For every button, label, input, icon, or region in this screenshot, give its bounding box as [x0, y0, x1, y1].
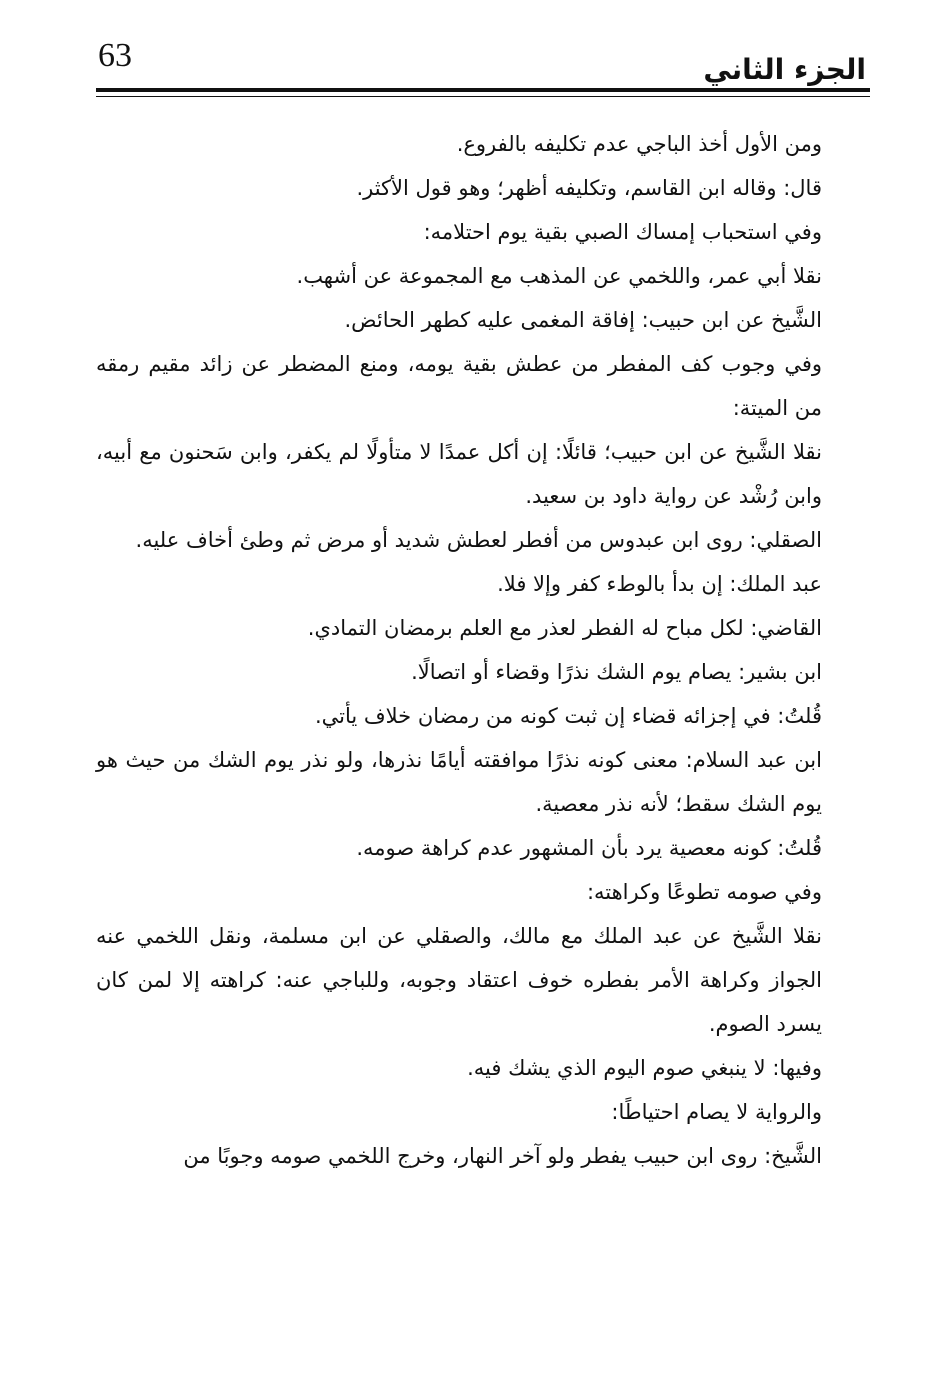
paragraph: نقلا الشَّيخ عن عبد الملك مع مالك، والصقلي عن ابن مسلمة، ونقل اللخمي عنه الجواز وكراهة الأمر بفطره خوف اعتقاد وجوبه، وللباجي عنه: كراهته إلا لمن كان يسرد الصوم.: [96, 924, 822, 1036]
paragraph: قال: وقاله ابن القاسم، وتكليفه أظهر؛ وهو قول الأكثر.: [356, 176, 822, 200]
paragraph: نقلا أبي عمر، واللخمي عن المذهب مع المجموعة عن أشهب.: [296, 264, 822, 288]
header-rule-thin: [96, 96, 870, 97]
paragraph: وفي وجوب كف المفطر من عطش بقية يومه، ومنع المضطر عن زائد مقيم رمقه من الميتة:: [96, 352, 822, 420]
paragraph: قُلتُ: كونه معصية يرد بأن المشهور عدم كراهة صومه.: [356, 836, 822, 860]
header-rule-thick: [96, 88, 870, 92]
paragraph: والرواية لا يصام احتياطًا:: [611, 1100, 822, 1124]
page-number: 63: [98, 37, 132, 74]
paragraph: عبد الملك: إن بدأ بالوطء كفر وإلا فلا.: [497, 572, 822, 596]
body-text: [96, 122, 870, 1178]
paragraph: القاضي: لكل مباح له الفطر لعذر مع العلم برمضان التمادي.: [307, 616, 822, 640]
paragraph: وفيها: لا ينبغي صوم اليوم الذي يشك فيه.: [467, 1056, 822, 1080]
paragraph: الشَّيخ: روى ابن حبيب يفطر ولو آخر النهار، وخرج اللخمي صومه وجوبًا من: [183, 1144, 822, 1168]
paragraph: ابن عبد السلام: معنى كونه نذرًا موافقته أيامًا نذرها، ولو نذر يوم الشك من حيث هو يوم الشك سقط؛ لأنه نذر معصية.: [96, 748, 822, 816]
running-title: الجزء الثاني: [703, 53, 866, 86]
paragraph: قُلتُ: في إجزائه قضاء إن ثبت كونه من رمضان خلاف يأتي.: [314, 704, 822, 728]
paragraph: الشَّيخ عن ابن حبيب: إفاقة المغمى عليه كطهر الحائض.: [344, 308, 822, 332]
paragraph: نقلا الشَّيخ عن ابن حبيب؛ قائلًا: إن أكل عمدًا لا متأولًا لم يكفر، وابن سَحنون مع أبيه، وابن رُشْد عن رواية داود بن سعيد.: [96, 440, 822, 508]
paragraph: ومن الأول أخذ الباجي عدم تكليفه بالفروع.: [456, 132, 822, 156]
paragraph: وفي استحباب إمساك الصبي بقية يوم احتلامه:: [423, 220, 822, 244]
paragraph: وفي صومه تطوعًا وكراهته:: [586, 880, 822, 904]
paragraph: ابن بشير: يصام يوم الشك نذرًا وقضاء أو اتصالًا.: [411, 660, 822, 684]
paragraph: الصقلي: روى ابن عبدوس من أفطر لعطش شديد أو مرض ثم وطئ أخاف عليه.: [135, 528, 822, 552]
